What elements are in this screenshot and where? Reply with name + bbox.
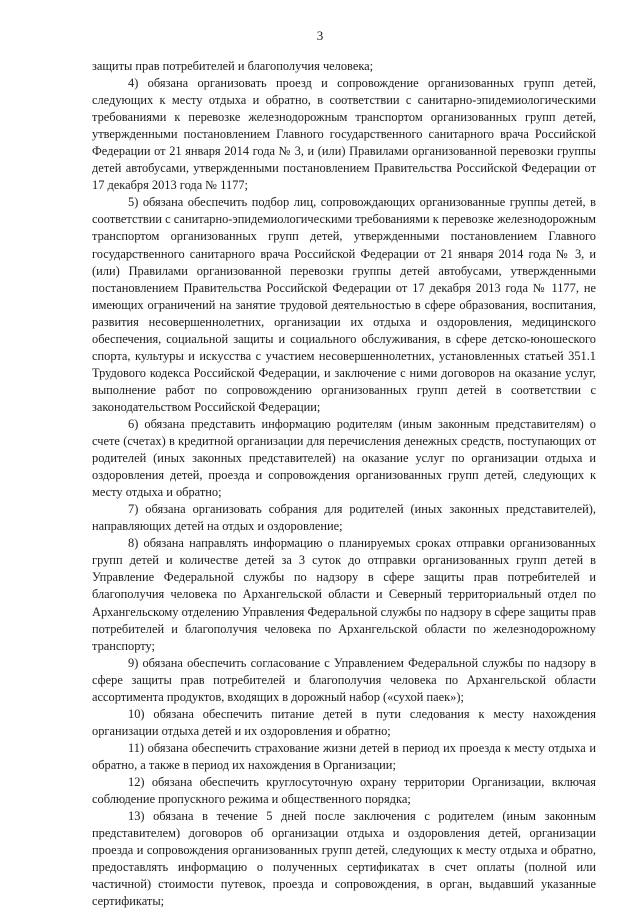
document-body [92,58,596,910]
paragraph-item-12: 12) обязана обеспечить круглосуточную охрану территории Организации, включая соблюдение пропускного режима и общественного порядка; [92,774,596,807]
paragraph-continuation: защиты прав потребителей и благополучия человека; [92,59,374,73]
paragraph-item-8: 8) обязана направлять информацию о планируемых сроках отправки организованных групп детей и количестве детей за 3 суток до отправки организованных групп детей в Управление Федеральной службы по надзору в сфере защиты прав потребителей и благополучия человека по Архангельской области и Северный территориальный отдел по Архангельскому отделению Управления Федеральной службы по надзору в сфере защиты прав потребителей и благополучия человека по Архангельской области по железнодорожному транспорту; [92,536,596,653]
paragraph-item-10: 10) обязана обеспечить питание детей в пути следования к месту нахождения организации отдыха детей и их оздоровления и обратно; [92,706,596,738]
paragraph-item-9: 9) обязана обеспечить согласование с Управлением Федеральной службы по надзору в сфере защиты прав потребителей и благополучия человека по Архангельской области ассортимента продуктов, входящих в дорожный набор («сухой паек»); [92,655,596,704]
paragraph-item-4: 4) обязана организовать проезд и сопровождение организованных групп детей, следующих к месту отдыха и обратно, в соответствии с санитарно-эпидемиологическими требованиями к перевозке железнодорожным транспортом организованных групп детей, утвержденными постановлением Главного государственного санитарного врача Российской Федерации от 21 января 2014 года № 3, и (или) Правилами организованной перевозки группы детей автобусами, утвержденными постановлением Правительства Российской Федерации от 17 декабря 2013 года № 1177; [92,76,596,193]
paragraph-item-13: 13) обязана в течение 5 дней после заключения с родителем (иным законным представителем) договоров об организации отдыха и оздоровления детей, организации проезда и сопровождения организованных групп детей, следующих к месту отдыха и обратно, предоставлять информацию о полученных сертификатах в счет оплаты (полной или частичной) стоимости путевок, проезда и сопровождения, в орган, выдавший указанные сертификаты; [92,809,596,909]
paragraph-item-6: 6) обязана представить информацию родителям (иным законным представителям) о счете (счетах) в кредитной организации для перечисления денежных средств, поступающих от родителей (иных законных представителей) на оказание услуг по организации отдыха и оздоровления детей, проезда и сопровождения организованных групп детей, следующих к месту отдыха и обратно; [92,416,596,500]
paragraph-item-5: 5) обязана обеспечить подбор лиц, сопровождающих организованные группы детей, в соответствии с санитарно-эпидемиологическими требованиями к перевозке железнодорожным транспортом организованных групп детей, утвержденными постановлением Главного государственного санитарного врача Российской Федерации от 21 января 2014 года № 3, и (или) Правилами организованной перевозки группы детей автобусами, утвержденными постановлением Правительства Российской Федерации от 17 декабря 2013 года № 1177, не имеющих ограничений на занятие трудовой деятельностью в сфере образования, воспитания, развития несовершеннолетних, организации их отдыха и оздоровления, медицинского обеспечения, социальной защиты и социального обслуживания, в сфере детско-юношеского спорта, культуры и искусства с участием несовершеннолетних, установленных статьей 351.1 Трудового кодекса Российской Федерации, и заключение с ними договоров на оказание услуг, выполнение работ по сопровождению организованных групп детей в соответствии с законодательством Российской Федерации; [92,195,596,414]
page-number: 3 [316,28,324,43]
paragraph-item-11: 11) обязана обеспечить страхование жизни детей в период их проезда к месту отдыха и обратно, а также в период их нахождения в Организации; [92,740,596,772]
paragraph-item-7: 7) обязана организовать собрания для родителей (иных законных представителей), направляющих детей на отдых и оздоровление; [92,502,596,534]
